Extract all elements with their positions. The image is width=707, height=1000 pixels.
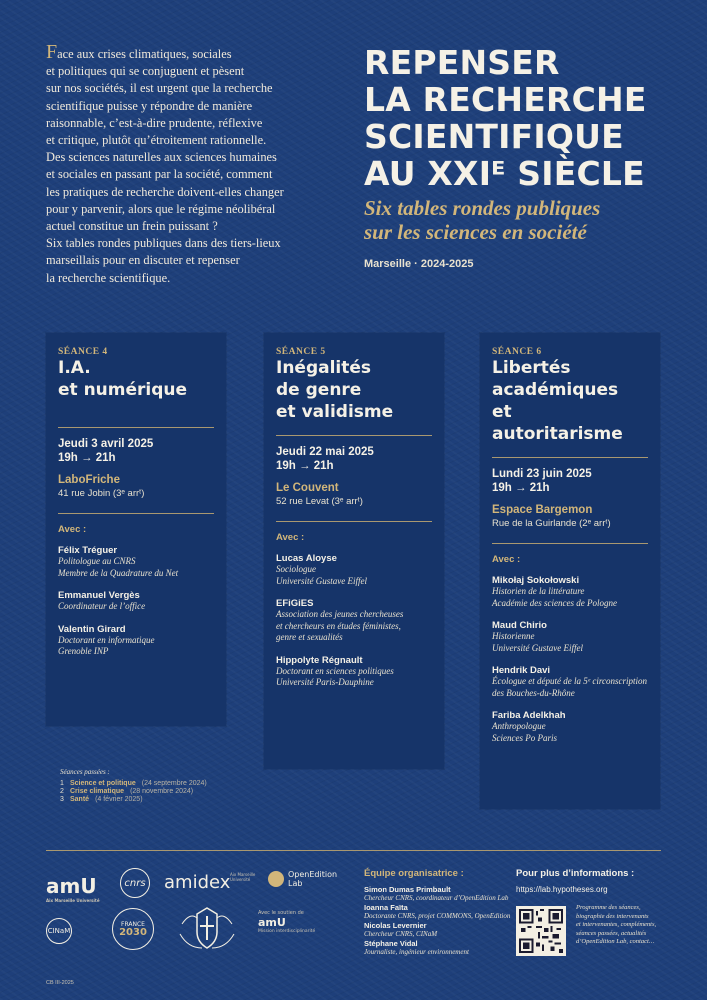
print-code: CB III-2025	[46, 980, 74, 986]
cnrs-logo: cnrs	[120, 868, 150, 898]
guests-label: Avec :	[492, 554, 521, 565]
member-name: Ioanna Faïta	[364, 903, 408, 912]
guest-name: Emmanuel Vergès	[58, 590, 140, 601]
member-role: Doctorante CNRS, projet COMMONS, OpenEdition	[364, 912, 511, 920]
support-mission: Mission interdisciplinarité	[258, 929, 316, 934]
guest	[276, 598, 432, 644]
support-amu-logo: amU	[258, 916, 286, 929]
team-member	[364, 885, 514, 903]
guest	[492, 665, 648, 699]
session-time: 19h → 21h	[58, 452, 116, 464]
session-date: Jeudi 3 avril 2025	[58, 438, 154, 450]
guests-label: Avec :	[276, 532, 305, 543]
openedition-icon	[268, 871, 284, 887]
session-address: 41 rue Jobin (3ᵉ arrᵗ)	[58, 488, 145, 499]
amidex-logo: amidex	[164, 872, 231, 893]
marseille-crest-icon	[172, 904, 242, 952]
session-card-4	[46, 333, 226, 726]
member-name: Simon Dumas Primbault	[364, 885, 451, 894]
session-address: Rue de la Guirlande (2ᵉ arrᵗ)	[492, 518, 611, 529]
session-venue: Le Couvent	[276, 482, 339, 494]
info-link[interactable]: https://lab.hypotheses.org	[516, 885, 608, 894]
divider	[58, 513, 214, 514]
partner-logos	[46, 868, 346, 968]
guest-name: Mikołaj Sokołowski	[492, 575, 580, 586]
guest	[276, 655, 432, 689]
divider	[276, 435, 432, 436]
footer-divider	[46, 850, 661, 851]
past-session-number: 3	[60, 796, 64, 803]
session-title: Libertés académiques et autoritarisme	[492, 358, 623, 444]
guest	[276, 553, 432, 587]
guest-role: Écologue et député de la 5ᵉ circonscription des Bouches-du-Rhône	[492, 676, 647, 698]
divider	[492, 457, 648, 458]
france2030-year: 2030	[119, 927, 147, 938]
session-label: SÉANCE 4	[58, 347, 108, 357]
page-title: REPENSER LA RECHERCHE SCIENTIFIQUE AU XXIᴱ SIÈCLE	[364, 43, 647, 193]
amu-logo-text: amU	[46, 874, 97, 898]
past-session-date: (24 septembre 2024)	[141, 780, 207, 787]
past-session-date: (4 février 2025)	[95, 796, 143, 803]
guest-name: Maud Chirio	[492, 620, 547, 631]
member-role: Journaliste, ingénieur environnement	[364, 948, 469, 956]
past-session-item	[60, 780, 207, 787]
guest-role: Association des jeunes chercheuses et chercheurs en études féministes, genre et sexualités	[276, 609, 404, 642]
amu-logo	[46, 874, 100, 903]
guest	[58, 590, 214, 613]
amidex-subtext: Aix Marseille Université	[230, 872, 256, 882]
guest-role: Politologue au CNRS Membre de la Quadrature du Net	[58, 556, 179, 578]
intro-dropcap: F	[46, 41, 58, 63]
info-heading: Pour plus d’informations :	[516, 868, 635, 879]
past-session-name: Science et politique	[70, 780, 136, 787]
info-description: Programme des séances, biographie des intervenants et intervenantes, compléments, séances passées, actualités d’OpenEdition Lab, contact…	[576, 904, 657, 945]
divider	[276, 521, 432, 522]
title-block	[364, 44, 684, 270]
guest-role: Doctorant en informatique Grenoble INP	[58, 634, 155, 656]
france2030-logo	[112, 908, 154, 950]
member-role: Chercheur CNRS, CINaM	[364, 930, 438, 938]
session-title: I.A. et numérique	[58, 358, 188, 400]
team-member	[364, 939, 514, 957]
guests-label: Avec :	[58, 524, 87, 535]
guest	[492, 575, 648, 609]
session-time: 19h → 21h	[492, 482, 550, 494]
past-session-item	[60, 796, 207, 803]
past-session-item	[60, 788, 207, 795]
guest-name: Hippolyte Régnault	[276, 654, 363, 666]
session-date: Jeudi 22 mai 2025	[276, 446, 374, 458]
amu-logo-subtext: Aix Marseille Université	[46, 898, 100, 903]
guest	[58, 545, 214, 579]
openedition-text: OpenEdition Lab	[288, 870, 338, 888]
guest	[492, 710, 648, 744]
member-name: Nicolas Levernier	[364, 921, 427, 930]
intro-text	[46, 41, 336, 287]
france2030-top: FRANCE	[121, 921, 145, 928]
guest-name: Félix Tréguer	[58, 545, 118, 556]
guest-role: Doctorant en sciences politiques Université Paris-Dauphine	[276, 665, 394, 687]
past-session-number: 1	[60, 780, 64, 787]
past-sessions	[60, 768, 207, 804]
session-card-5	[264, 333, 444, 769]
past-session-name: Santé	[70, 796, 90, 803]
organizing-team	[364, 868, 514, 957]
session-card-6	[480, 333, 660, 809]
guest-role: Historien de la littérature Académie des sciences de Pologne	[492, 586, 617, 608]
support-block	[258, 910, 315, 934]
team-heading: Équipe organisatrice :	[364, 868, 464, 879]
guest-role: Anthropologue Sciences Po Paris	[492, 721, 557, 743]
page-subtitle: Six tables rondes publiques sur les sciences en société	[364, 196, 601, 244]
divider	[492, 543, 648, 544]
session-address: 52 rue Levat (3ᵉ arrᵗ)	[276, 496, 363, 507]
guest-role: Coordinateur de l’office	[58, 601, 146, 611]
guest-name: Hendrik Davi	[492, 665, 551, 676]
guest-role: Sociologue Université Gustave Eiffel	[276, 564, 367, 586]
guest-role: Historienne Université Gustave Eiffel	[492, 631, 583, 653]
divider	[58, 427, 214, 428]
past-session-number: 2	[60, 788, 64, 795]
session-label: SÉANCE 5	[276, 347, 326, 357]
guest-name: Fariba Adelkhah	[492, 710, 566, 721]
past-session-name: Crise climatique	[70, 788, 125, 795]
qr-code-icon[interactable]	[516, 906, 566, 956]
member-name: Stéphane Vidal	[364, 939, 418, 948]
more-info	[516, 868, 666, 945]
session-venue: LaboFriche	[58, 474, 120, 486]
session-title: Inégalités de genre et validisme	[276, 358, 394, 422]
guest	[492, 620, 648, 654]
past-session-date: (28 novembre 2024)	[130, 788, 194, 795]
guest-name: Valentin Girard	[58, 623, 126, 635]
session-venue: Espace Bargemon	[492, 504, 593, 516]
intro-body: ace aux crises climatiques, sociales et politiques qui se conjuguent et pèsent sur nos sociétés, il est urgent que la recherche scientifique puisse y répondre de manière raisonnable, c’est-à-dire prudente, réflexive et critique, plutôt qu’étroitement rationnelle. Des sciences naturelles aux sciences humaines et sociales en passant par la société, comment les pratiques de recherche doivent-elles changer pour y parvenir, alors que le régime néolibéral actuel constitue un frein puissant ? Six tables rondes publiques dans des tiers-lieux marseillais pour en discuter et repenser la recherche scientifique.	[46, 47, 284, 285]
member-role: Chercheur CNRS, coordinateur d’OpenEdition Lab	[364, 894, 509, 902]
team-member	[364, 903, 514, 921]
guest	[58, 624, 214, 658]
place-date: Marseille · 2024-2025	[364, 258, 474, 270]
team-member	[364, 921, 514, 939]
cinam-logo: CINaM	[46, 918, 72, 944]
session-time: 19h → 21h	[276, 460, 334, 472]
openedition-logo	[268, 870, 337, 888]
session-label: SÉANCE 6	[492, 347, 542, 357]
support-label: Avec le soutien de	[258, 910, 304, 916]
guest-name: Lucas Aloyse	[276, 553, 337, 564]
session-date: Lundi 23 juin 2025	[492, 468, 592, 480]
guest-name: EFiGiES	[276, 598, 314, 609]
past-sessions-label: Séances passées :	[60, 768, 110, 776]
